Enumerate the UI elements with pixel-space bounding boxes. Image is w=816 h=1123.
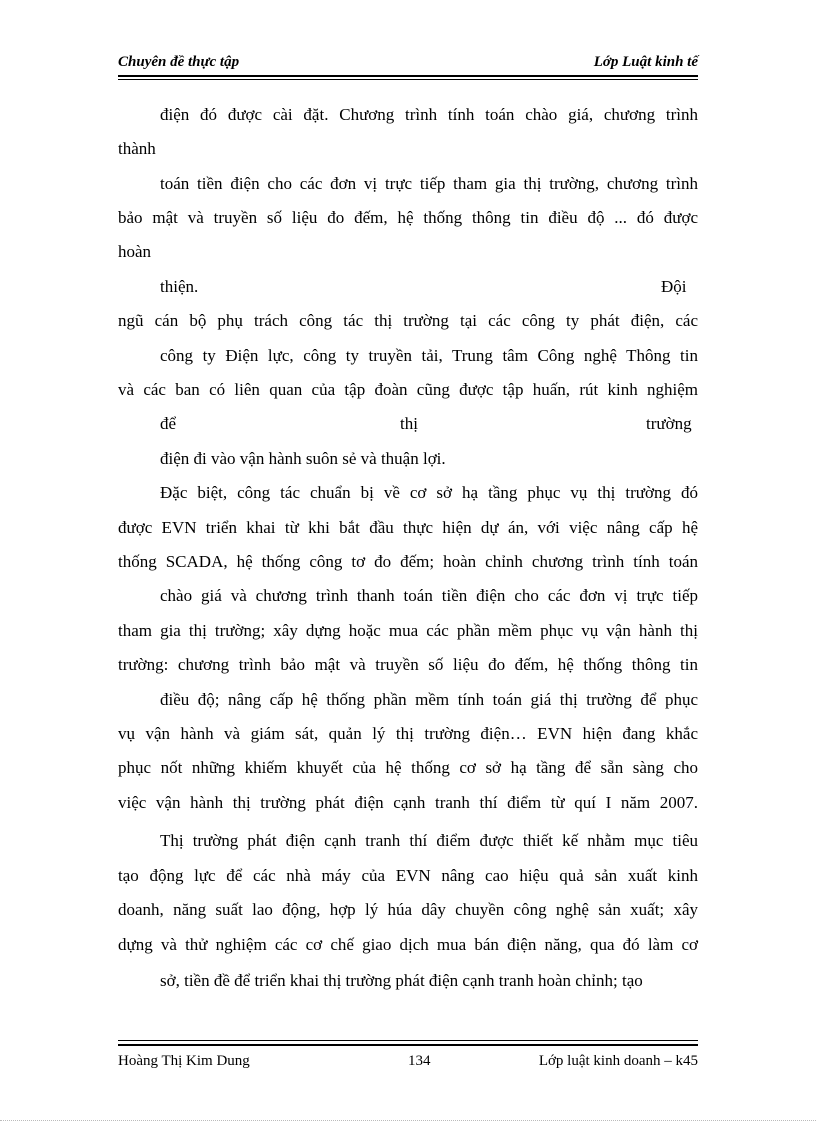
footer-rule-thin bbox=[118, 1040, 698, 1041]
body-line: và các ban có liên quan của tập đoàn cũng được tập huấn, rút kinh nghiệm bbox=[118, 380, 698, 399]
body-line: tạo động lực để các nhà máy của EVN nâng cao hiệu quả sản xuất kinh bbox=[118, 866, 698, 885]
header-rule-thin bbox=[118, 79, 698, 80]
body-line: ngũ cán bộ phụ trách công tác thị trường tại các công ty phát điện, các bbox=[118, 311, 698, 330]
body-line: Thị trường phát điện cạnh tranh thí điểm được thiết kế nhằm mục tiêu bbox=[160, 831, 698, 850]
header-left: Chuyên đề thực tập bbox=[118, 54, 240, 70]
body-line: chào giá và chương trình thanh toán tiền điện cho các đơn vị trực tiếp bbox=[160, 586, 698, 605]
body-line: sở, tiền đề để triển khai thị trường phát điện cạnh tranh hoàn chỉnh; tạo bbox=[160, 971, 643, 990]
body-line: thành bbox=[118, 139, 156, 158]
page-edge bbox=[0, 1120, 816, 1121]
page-number: 134 bbox=[408, 1053, 431, 1069]
footer-author: Hoàng Thị Kim Dung bbox=[118, 1053, 250, 1069]
footer-rule-thick bbox=[118, 1044, 698, 1046]
body-line: việc vận hành thị trường phát điện cạnh tranh thí điểm từ quí I năm 2007. bbox=[118, 793, 698, 812]
header-rule-thick bbox=[118, 75, 698, 77]
body-line: điều độ; nâng cấp hệ thống phần mềm tính toán giá thị trường để phục bbox=[160, 690, 698, 709]
body-line: điện đi vào vận hành suôn sẻ và thuận lợi. bbox=[160, 449, 446, 468]
body-line: hoàn bbox=[118, 242, 152, 261]
body-line: thị bbox=[400, 414, 418, 433]
body-line: trường: chương trình bảo mật và truyền số liệu đo đếm, hệ thống thông tin bbox=[118, 655, 698, 674]
body-line: điện đó được cài đặt. Chương trình tính toán chào giá, chương trình bbox=[160, 105, 698, 124]
body-line: công ty Điện lực, công ty truyền tải, Trung tâm Công nghệ Thông tin bbox=[160, 346, 698, 365]
body-line: để bbox=[160, 414, 177, 433]
body-line: phục nốt những khiếm khuyết của hệ thống cơ sở hạ tầng để sẵn sàng cho bbox=[118, 758, 698, 777]
body-line: dựng và thử nghiệm các cơ chế giao dịch mua bán điện năng, qua đó làm cơ bbox=[118, 935, 698, 954]
body-line: Đặc biệt, công tác chuẩn bị về cơ sở hạ tầng phục vụ thị trường đó bbox=[160, 483, 698, 502]
header-right: Lớp Luật kinh tế bbox=[593, 54, 698, 70]
body-line: trường bbox=[646, 414, 692, 433]
body-line: thống SCADA, hệ thống công tơ đo đếm; hoàn chỉnh chương trình tính toán bbox=[118, 552, 698, 571]
body-line: vụ vận hành và giám sát, quản lý thị trường điện… EVN hiện đang khắc bbox=[118, 724, 698, 743]
body-line: Đội bbox=[661, 277, 687, 296]
body-line: bảo mật và truyền số liệu đo đếm, hệ thống thông tin điều độ ... đó được bbox=[118, 208, 698, 227]
body-line: được EVN triển khai từ khi bắt đầu thực hiện dự án, với việc nâng cấp hệ bbox=[118, 518, 698, 537]
body-line: toán tiền điện cho các đơn vị trực tiếp tham gia thị trường, chương trình bbox=[160, 174, 698, 193]
body-line: thiện. bbox=[160, 277, 199, 296]
footer-class: Lớp luật kinh doanh – k45 bbox=[538, 1053, 698, 1069]
body-line: tham gia thị trường; xây dựng hoặc mua các phần mềm phục vụ vận hành thị bbox=[118, 621, 698, 640]
page-header bbox=[118, 50, 698, 78]
body-line: doanh, năng suất lao động, hợp lý húa dây chuyền công nghệ sản xuất; xây bbox=[118, 900, 698, 919]
